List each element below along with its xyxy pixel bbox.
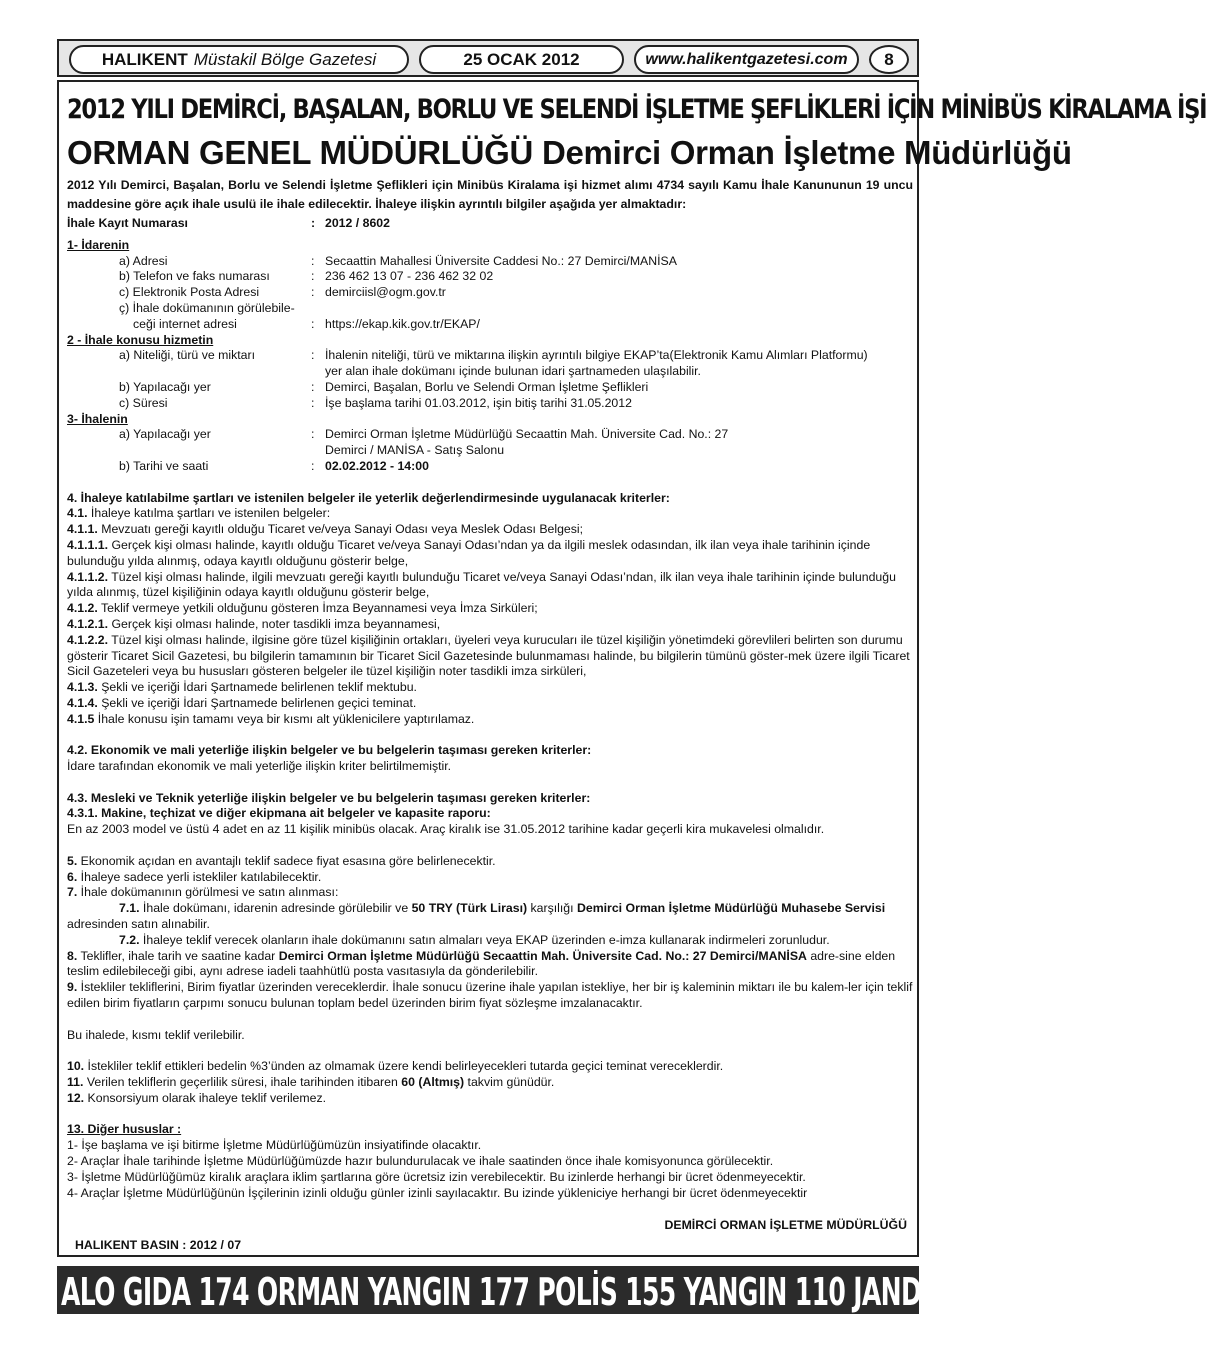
service-nature-row: a) Niteliği, türü ve miktarı : İhalenin niteliği, türü ve miktarına ilişkin ayrıntılı bilgiye EKAP’ta(Elektronik Kamu Alımları Platformu) [67,348,913,364]
section-3-title: 3- İhalenin [67,411,128,426]
newspaper-name [69,45,409,74]
admin-email-label: c) Elektronik Posta Adresi [119,285,260,300]
announcement-body [67,176,913,1201]
service-place-value: Demirci, Başalan, Borlu ve Selendi Orman İşletme Şeflikleri [325,379,649,394]
clause-6: 6. İhaleye sadece yerli istekliler katılabilecektir. [67,869,322,884]
service-nature-label: a) Niteliği, türü ve miktarı [119,348,255,363]
service-place-row: b) Yapılacağı yer : Demirci, Başalan, Borlu ve Selendi Orman İşletme Şeflikleri [67,380,913,396]
admin-web-row: ceği internet adresi : https://ekap.kik.gov.tr/EKAP/ [67,317,913,333]
clause-4-2-title: 4.2. Ekonomik ve mali yeterliğe ilişkin belgeler ve bu belgelerin taşıması gereken kriterler: [67,743,592,758]
tender-place-row: a) Yapılacağı yer : Demirci Orman İşletme Müdürlüğü Secaattin Mah. Üniversite Cad. No.: 27 [67,427,913,443]
emergency-numbers-text: ALO GIDA 174 ORMAN YANGIN 177 POLİS 155 YANGIN 110 JANDARMA 156 [61,1270,1061,1314]
newspaper-name-bold: HALIKENT [101,49,188,69]
clause-13-1: 1- İşe başlama ve işi bitirme İşletme Müdürlüğümüzün insiyatifinde olacaktır. [67,1138,482,1153]
press-code: HALIKENT BASIN : 2012 / 07 [75,1238,242,1252]
clause-4-1-2-1: 4.1.2.1. Gerçek kişi olması halinde, noter tasdikli imza beyannamesi, [67,616,441,631]
clause-11: 11. Verilen tekliflerin geçerlilik süresi, ihale tarihinden itibaren 60 (Altmış) takvim günüdür. [67,1075,555,1090]
clause-9: 9. İstekliler tekliflerini, Birim fiyatlar üzerinden vereceklerdir. İhale sonucu üzerine ihale yapılan istekliye, her bir iş kaleminin miktarı ile bu kalem-ler için teklif edilen birim fiyatların çarpımı sonucu bulunan toplam bedel üzerinden birim fiyat sözleşme imzalanacaktır. [67,980,913,1011]
tender-date-label: b) Tarihi ve saati [119,458,209,473]
admin-phone-value: 236 462 13 07 - 236 462 32 02 [325,269,494,284]
service-duration-value: İşe başlama tarihi 01.03.2012, işin bitiş tarihi 31.05.2012 [325,395,632,410]
clause-8: 8. Teklifler, ihale tarih ve saatine kadar Demirci Orman İşletme Müdürlüğü Secaattin Mah. Üniversite Cad. No.: 27 Demirci/MANİSA adre-sine elden teslim edilebileceği gibi, aynı adrese iadeli taahhütlü posta vasıtasıyla da gönderilebilir. [67,948,896,979]
admin-web-value[interactable]: https://ekap.kik.gov.tr/EKAP/ [325,316,480,331]
admin-address-label: a) Adresi [119,253,168,268]
website-link[interactable]: www.halikentgazetesi.com [634,45,859,74]
service-nature-value-2: yer alan ihale dokümanı içinde bulunan idari şartnameden ulaşılabilir. [325,364,701,379]
clause-13-title: 13. Diğer hususlar : [67,1122,182,1137]
clause-4-3-title: 4.3. Mesleki ve Teknik yeterliğe ilişkin belgeler ve bu belgelerin taşıması gereken kriterler: [67,790,591,805]
admin-web-label-2: ceği internet adresi [133,316,237,331]
tender-place-value-1: Demirci Orman İşletme Müdürlüğü Secaattin Mah. Üniversite Cad. No.: 27 [325,427,729,442]
intro-paragraph: 2012 Yılı Demirci, Başalan, Borlu ve Selendi İşletme Şeflikleri için Minibüs Kiralama işi hizmet alımı 4734 sayılı Kamu İhale Kanununun 19 uncu maddesine göre açık ihale usulü ile ihale edilecektir. İhaleye ilişkin ayrıntılı bilgiler aşağıda yer almaktadır: [67,178,913,211]
registration-label: İhale Kayıt Numarası [67,216,188,230]
admin-address-row: a) Adresi : Secaattin Mahallesi Üniversite Caddesi No.: 27 Demirci/MANİSA [67,254,913,270]
clause-4-1-1-1: 4.1.1.1. Gerçek kişi olması halinde, kayıtlı olduğu Ticaret ve/veya Sanayi Odası’ndan ya da ilgili meslek odasından, ilk ilan veya ihale tarihinin içinde bulunduğu yılda alınmış, odaya kayıtlı olduğunu gösterir belge, [67,537,871,568]
clause-12: 12. Konsorsiyum olarak ihaleye teklif verilemez. [67,1090,327,1105]
clause-4-1-1: 4.1.1. Mevzuatı gereği kayıtlı olduğu Ticaret ve/veya Sanayi Odası veya Meslek Odası Belgesi; [67,522,584,537]
admin-address-value: Secaattin Mahallesi Üniversite Caddesi No.: 27 Demirci/MANİSA [325,253,677,268]
page-number: 8 [869,45,909,74]
tender-place-row-2 [67,443,913,459]
service-place-label: b) Yapılacağı yer [119,379,211,394]
admin-email-value[interactable]: demirciisl@ogm.gov.tr [325,285,446,300]
signature-authority: DEMİRCİ ORMAN İŞLETME MÜDÜRLÜĞÜ [664,1218,907,1232]
tender-date-row: b) Tarihi ve saati : 02.02.2012 - 14:00 [67,459,913,475]
clause-4-1-1-2: 4.1.1.2. Tüzel kişi olması halinde, ilgili mevzuatı gereği kayıtlı bulunduğu Ticaret ve/veya Sanayi Odası’ndan, ilk ilan veya ihale tarihinin içinde bulunduğu yılda alınmış, tüzel kişiliğinin odaya kayıtlı olduğunu gösterir belge, [67,569,896,600]
tender-place-label: a) Yapılacağı yer [119,427,211,442]
section-1-title: 1- İdarenin [67,237,130,252]
clause-4-1-4: 4.1.4. Şekli ve içeriği İdari Şartnamede belirlenen geçici teminat. [67,695,417,710]
service-nature-value-1: İhalenin niteliği, türü ve miktarına ilişkin ayrıntılı bilgiye EKAP’ta(Elektronik Kamu Alımları Platformu) [325,348,868,363]
service-nature-row-2 [67,364,913,380]
admin-phone-row: b) Telefon ve faks numarası : 236 462 13 07 - 236 462 32 02 [67,269,913,285]
subheadline: ORMAN GENEL MÜDÜRLÜĞÜ Demirci Orman İşletme Müdürlüğü [67,134,1072,171]
clause-4-3-1-text: En az 2003 model ve üstü 4 adet en az 11 kişilik minibüs olacak. Araç kiralık ise 31.05.2012 tarihine kadar geçerli kira mukavelesi olmalıdır. [67,822,825,837]
emergency-numbers-banner [57,1266,1061,1314]
newspaper-name-rest: Müstakil Bölge Gazetesi [193,49,377,69]
partial-bid-note: Bu ihalede, kısmı teklif verilebilir. [67,1027,245,1042]
clause-4-2-text: İdare tarafından ekonomik ve mali yeterliğe ilişkin kriter belirtilmemiştir. [67,759,452,774]
clause-4-1-2-2: 4.1.2.2. Tüzel kişi olması halinde, ilgisine göre tüzel kişiliğinin ortakları, üyeleri veya kurucuları ile tüzel kişiliğin yönetimdeki görevlileri belirten son durumu gösterir Ticaret Sicil Gazetesi, bu bilgilerin tamamının bir Ticaret Sicil Gazetesinde bulunmaması halinde, bu bilgilerin tümünü göster-mek üzere ilgili Ticaret Sicil Gazeteleri veya bu hususları gösteren belgeler ile tüzel kişiliğin noter tasdikli imza sirküleri, [67,632,910,679]
service-duration-row: c) Süresi : İşe başlama tarihi 01.03.2012, işin bitiş tarihi 31.05.2012 [67,396,913,412]
clause-4-3-1-title: 4.3.1. Makine, teçhizat ve diğer ekipmana ait belgeler ve kapasite raporu: [67,806,491,821]
service-duration-label: c) Süresi [119,395,168,410]
tender-place-value-2: Demirci / MANİSA - Satış Salonu [325,443,505,458]
clause-7-2: 7.2. İhaleye teklif verecek olanların ihale dokümanını satın almaları veya EKAP üzerinden e-imza kullanarak indirmeleri zorunludur. [119,932,830,947]
clause-13-4: 4- Araçlar İşletme Müdürlüğünün İşçilerinin izinli olduğu günler izinli sayılacaktır. Bu izinde yükleniciye herhangi bir ücret ödenmeyecektir [67,1185,808,1200]
registration-value: 2012 / 8602 [325,216,390,230]
registration-row: İhale Kayıt Numarası : 2012 / 8602 [67,216,390,230]
clause-13-3: 3- İşletme Müdürlüğümüz kiralık araçlara iklim şartlarına göre ücretsiz izin verebilecektir. Bu izinlerde herhangi bir ücret ödenmeyecektir. [67,1169,806,1184]
admin-web-label-1: ç) İhale dokümanının görülebile- [119,300,295,315]
clause-7: 7. İhale dokümanının görülmesi ve satın alınması: [67,885,339,900]
clause-5: 5. Ekonomik açıdan en avantajlı teklif sadece fiyat esasına göre belirlenecektir. [67,853,496,868]
clause-4-1-5: 4.1.5 İhale konusu işin tamamı veya bir kısmı alt yüklenicilere yaptırılamaz. [67,711,475,726]
clause-4-title: 4. İhaleye katılabilme şartları ve istenilen belgeler ile yeterlik değerlendirmesinde uygulanacak kriterler: [67,490,670,505]
admin-phone-label: b) Telefon ve faks numarası [119,269,270,284]
headline: 2012 YILI DEMİRCİ, BAŞALAN, BORLU VE SELENDİ İŞLETME ŞEFLİKLERİ İÇİN MİNİBÜS KİRALAMA İŞİ [67,94,1206,125]
clause-4-1: 4.1. İhaleye katılma şartları ve istenilen belgeler: [67,506,331,521]
section-2-title: 2 - İhale konusu hizmetin [67,332,214,347]
tender-date-value: 02.02.2012 - 14:00 [325,458,429,473]
announcement-frame [57,80,1206,1257]
clause-7-1: 7.1. İhale dokümanı, idarenin adresinde görülebilir ve 50 TRY (Türk Lirası) karşılığı Demirci Orman İşletme Müdürlüğü Muhasebe Servisi adresinden satın alınabilir. [67,901,886,932]
admin-web-label-row [67,301,913,317]
clause-13-2: 2- Araçlar İhale tarihinde İşletme Müdürlüğümüzde hazır bulundurulacak ve ihale saatinden önce ihale komisyonunca görülecektir. [67,1154,774,1169]
admin-email-row: c) Elektronik Posta Adresi : demirciisl@ogm.gov.tr [67,285,913,301]
clause-4-1-3: 4.1.3. Şekli ve içeriği İdari Şartnamede belirlenen teklif mektubu. [67,680,417,695]
newspaper-header [57,39,919,77]
issue-date: 25 OCAK 2012 [419,45,624,74]
clause-4-1-2: 4.1.2. Teklif vermeye yetkili olduğunu gösteren İmza Beyannamesi veya İmza Sirküleri; [67,601,538,616]
clause-10: 10. İstekliler teklif ettikleri bedelin %3’ünden az olmamak üzere kendi belirleyecekleri tutarda geçici teminat vereceklerdir. [67,1059,724,1074]
